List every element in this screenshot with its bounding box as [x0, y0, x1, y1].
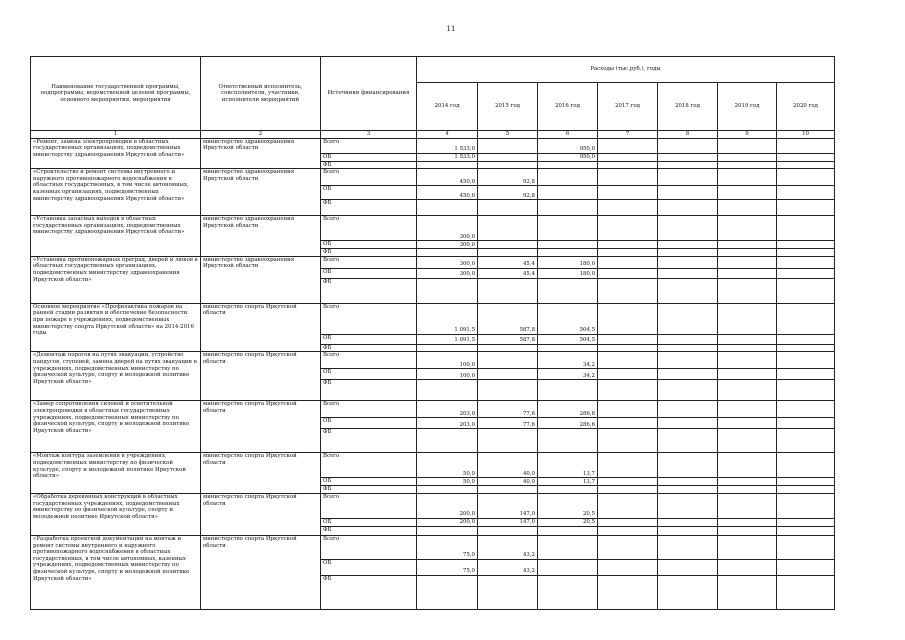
expense-value: 300,0 — [417, 216, 478, 241]
expense-value — [598, 200, 658, 216]
expense-value — [478, 138, 538, 153]
funding-source: Всего — [321, 352, 417, 369]
expense-value — [598, 478, 658, 486]
measure-name: «Разработка проектной документации на монтаж и ремонт системы внутреннего и наружного противопожарного водоснабжения в областных государственных, в том числе автономных, казенных учреждениях, подведомственных министерству по физической культуре, спорту и молодежной политике Иркутской области» — [31, 535, 201, 609]
expense-value: 40,0 — [478, 478, 538, 486]
expense-value: 587,8 — [478, 303, 538, 334]
expense-value: 13,7 — [538, 453, 598, 478]
expense-value — [777, 486, 835, 494]
expense-value: 1 533,0 — [417, 153, 478, 161]
table-row — [31, 352, 835, 369]
column-number: 2 — [201, 131, 321, 139]
expense-value: 100,0 — [417, 352, 478, 369]
expense-value: 20,5 — [538, 493, 598, 518]
expense-value: 450,0 — [417, 169, 478, 186]
expense-value — [718, 493, 777, 518]
expense-value — [478, 344, 538, 352]
expense-value: 180,0 — [538, 256, 598, 268]
expense-value — [777, 186, 835, 200]
expense-value — [777, 559, 835, 575]
expense-value — [777, 249, 835, 257]
expense-value: 13,7 — [538, 478, 598, 486]
expense-value — [658, 486, 718, 494]
expense-value — [718, 200, 777, 216]
funding-source: ОБ — [321, 369, 417, 380]
expense-value: 950,0 — [538, 138, 598, 153]
expense-value: 300,0 — [417, 268, 478, 278]
expense-value — [658, 153, 718, 161]
column-number: 7 — [598, 131, 658, 139]
expense-value: 34,2 — [538, 352, 598, 369]
expense-value — [777, 380, 835, 401]
funding-source: ОБ — [321, 334, 417, 344]
responsible-executor: министерство спорта Иркутской области — [201, 401, 321, 453]
expense-value — [478, 575, 538, 609]
expense-value — [658, 249, 718, 257]
expense-value — [478, 486, 538, 494]
expense-value — [417, 380, 478, 401]
funding-source: ФБ — [321, 200, 417, 216]
expense-value — [777, 526, 835, 535]
expense-value — [658, 169, 718, 186]
expense-value — [658, 401, 718, 418]
expense-value — [658, 344, 718, 352]
expense-value: 200,0 — [417, 493, 478, 518]
expense-value — [598, 161, 658, 169]
expense-value — [718, 575, 777, 609]
expense-value — [718, 429, 777, 453]
funding-source: ОБ — [321, 518, 417, 526]
column-number: 6 — [538, 131, 598, 139]
responsible-executor: министерство спорта Иркутской области — [201, 453, 321, 494]
funding-source: Всего — [321, 493, 417, 518]
table-row — [31, 535, 835, 559]
expense-value — [658, 256, 718, 268]
expense-value — [718, 453, 777, 478]
expense-value — [417, 486, 478, 494]
expense-value: 100,0 — [417, 369, 478, 380]
expense-value — [777, 161, 835, 169]
expense-value — [777, 216, 835, 241]
expense-value — [598, 453, 658, 478]
measure-name: «Монтаж контура заземления в учреждениях, подведомственных министерству по физической культуре, спорту и молодежной политике Иркутской области» — [31, 453, 201, 494]
expense-value: 92,8 — [478, 169, 538, 186]
expense-value — [718, 334, 777, 344]
expense-value — [658, 453, 718, 478]
measure-name: «Установка запасных выходов в областных государственных организациях, подведомственных министерству здравоохранения Иркутской области» — [31, 216, 201, 257]
column-number: 10 — [777, 131, 835, 139]
header-year: 2014 год — [417, 83, 478, 131]
funding-source: Всего — [321, 303, 417, 334]
expense-value: 300,0 — [417, 256, 478, 268]
responsible-executor: министерство здравоохранения Иркутской области — [201, 169, 321, 216]
expense-value — [538, 380, 598, 401]
expense-value — [598, 486, 658, 494]
expense-value — [777, 138, 835, 153]
header-year: 2016 год — [538, 83, 598, 131]
expense-value: 147,0 — [478, 518, 538, 526]
expense-value — [598, 186, 658, 200]
expense-value — [718, 303, 777, 334]
expense-value — [718, 518, 777, 526]
expense-value: 587,8 — [478, 334, 538, 344]
table-row — [31, 138, 835, 153]
expense-value — [598, 138, 658, 153]
funding-source: Всего — [321, 138, 417, 153]
expense-value — [718, 478, 777, 486]
expense-value — [777, 478, 835, 486]
funding-source: ОБ — [321, 268, 417, 278]
expense-value — [538, 526, 598, 535]
expense-value — [598, 169, 658, 186]
expense-value — [658, 268, 718, 278]
expense-value — [598, 526, 658, 535]
expense-value — [718, 344, 777, 352]
expense-value — [598, 241, 658, 249]
expense-value — [478, 153, 538, 161]
column-number: 4 — [417, 131, 478, 139]
expense-value — [598, 153, 658, 161]
expense-value — [598, 344, 658, 352]
header-expenses: Расходы (тыс.руб.), годы — [417, 57, 835, 83]
expense-value — [718, 559, 777, 575]
expense-value — [538, 161, 598, 169]
funding-source: ОБ — [321, 478, 417, 486]
expense-value: 1 091,5 — [417, 334, 478, 344]
expense-value — [417, 278, 478, 303]
header-name: Наименование государственной программы, подпрограммы, ведомственной целевой программы, основного мероприятия, мероприятия — [31, 57, 201, 131]
expense-value — [718, 138, 777, 153]
expense-value — [538, 535, 598, 559]
expense-value — [658, 241, 718, 249]
expense-value — [598, 369, 658, 380]
expense-value — [777, 241, 835, 249]
header-year: 2019 год — [718, 83, 777, 131]
expense-value — [777, 352, 835, 369]
funding-source: ФБ — [321, 278, 417, 303]
expense-value — [718, 169, 777, 186]
table-row — [31, 401, 835, 418]
column-number: 9 — [718, 131, 777, 139]
expense-value — [417, 575, 478, 609]
expense-value — [658, 303, 718, 334]
budget-table — [30, 56, 835, 610]
expense-value — [718, 380, 777, 401]
expense-value: 504,5 — [538, 334, 598, 344]
expense-value: 45,4 — [478, 256, 538, 268]
header-year: 2020 год — [777, 83, 835, 131]
expense-value — [598, 334, 658, 344]
responsible-executor: министерство спорта Иркутской области — [201, 303, 321, 352]
expense-value: 43,2 — [478, 559, 538, 575]
expense-value — [658, 161, 718, 169]
expense-value: 504,5 — [538, 303, 598, 334]
funding-source: ФБ — [321, 575, 417, 609]
expense-value — [598, 418, 658, 429]
expense-value — [478, 380, 538, 401]
funding-source: ОБ — [321, 241, 417, 249]
expense-value — [598, 249, 658, 257]
expense-value: 43,2 — [478, 535, 538, 559]
funding-source: ОБ — [321, 559, 417, 575]
expense-value: 450,0 — [417, 186, 478, 200]
expense-value — [718, 418, 777, 429]
expense-value — [658, 334, 718, 344]
expense-value — [598, 352, 658, 369]
expense-value — [718, 401, 777, 418]
responsible-executor: министерство здравоохранения Иркутской области — [201, 138, 321, 169]
expense-value — [598, 216, 658, 241]
responsible-executor: министерство спорта Иркутской области — [201, 493, 321, 535]
expense-value: 200,0 — [417, 518, 478, 526]
expense-value — [718, 526, 777, 535]
header-year: 2017 год — [598, 83, 658, 131]
header-responsible: Ответственный исполнитель, соисполнители, участники, исполнители мероприятий — [201, 57, 321, 131]
expense-value — [538, 429, 598, 453]
expense-value — [777, 200, 835, 216]
expense-value: 77,6 — [478, 401, 538, 418]
expense-value — [718, 268, 777, 278]
funding-source: Всего — [321, 453, 417, 478]
expense-value — [478, 369, 538, 380]
expense-value — [718, 241, 777, 249]
expense-value — [718, 486, 777, 494]
expense-value — [658, 535, 718, 559]
expense-value — [718, 186, 777, 200]
funding-source: ФБ — [321, 344, 417, 352]
funding-source: ФБ — [321, 486, 417, 494]
expense-value — [777, 153, 835, 161]
expense-value — [777, 535, 835, 559]
expense-value — [478, 200, 538, 216]
expense-value: 147,0 — [478, 493, 538, 518]
expense-value — [417, 161, 478, 169]
expense-value — [598, 429, 658, 453]
expense-value — [538, 216, 598, 241]
expense-value — [538, 486, 598, 494]
expense-value: 286,6 — [538, 418, 598, 429]
funding-source: Всего — [321, 216, 417, 241]
responsible-executor: министерство спорта Иркутской области — [201, 535, 321, 609]
expense-value — [658, 526, 718, 535]
header-year: 2018 год — [658, 83, 718, 131]
expense-value — [718, 256, 777, 268]
expense-value — [777, 303, 835, 334]
column-number: 8 — [658, 131, 718, 139]
expense-value — [598, 559, 658, 575]
page-number: 11 — [446, 25, 456, 33]
funding-source: Всего — [321, 169, 417, 186]
table-row — [31, 453, 835, 478]
funding-source: Всего — [321, 256, 417, 268]
responsible-executor: министерство здравоохранения Иркутской области — [201, 216, 321, 257]
measure-name: «Ремонт, замена электропроводки в областных государственных организациях, подведомственных министерству здравоохранения Иркутской области» — [31, 138, 201, 169]
expense-value: 180,0 — [538, 268, 598, 278]
expense-value — [598, 535, 658, 559]
column-number: 1 — [31, 131, 201, 139]
expense-value — [718, 216, 777, 241]
expense-value — [777, 256, 835, 268]
expense-value — [777, 344, 835, 352]
measure-name: «Замер сопротивления силовой и осветительной электропроводки в областных государственных учреждениях, подведомственных министерству по физической культуре, спорту и молодежной политике Иркутской области» — [31, 401, 201, 453]
expense-value — [658, 138, 718, 153]
expense-value — [478, 216, 538, 241]
funding-source: Всего — [321, 535, 417, 559]
expense-value: 75,0 — [417, 535, 478, 559]
header-sources: Источники финансирования — [321, 57, 417, 131]
expense-value — [658, 369, 718, 380]
expense-value — [658, 493, 718, 518]
expense-value — [777, 369, 835, 380]
expense-value — [718, 352, 777, 369]
expense-value — [718, 153, 777, 161]
expense-value — [658, 559, 718, 575]
expense-value: 50,0 — [417, 453, 478, 478]
expense-value — [478, 249, 538, 257]
expense-value — [478, 526, 538, 535]
measure-name: «Строительство и ремонт системы внутреннего и наружного противопожарного водоснабжения в областных государственных, в том числе автономных, казенных организациях, подведомственных министерству здравоохранения Иркутской области» — [31, 169, 201, 216]
table-row — [31, 256, 835, 268]
expense-value — [777, 575, 835, 609]
expense-value — [478, 352, 538, 369]
expense-value — [598, 401, 658, 418]
expense-value — [598, 518, 658, 526]
expense-value — [658, 352, 718, 369]
responsible-executor: министерство спорта Иркутской области — [201, 352, 321, 401]
funding-source: ФБ — [321, 526, 417, 535]
expense-value: 300,0 — [417, 241, 478, 249]
funding-source: ФБ — [321, 161, 417, 169]
expense-value — [417, 249, 478, 257]
expense-value — [718, 535, 777, 559]
expense-value — [658, 478, 718, 486]
table-row — [31, 303, 835, 334]
expense-value — [658, 216, 718, 241]
expense-value — [598, 303, 658, 334]
funding-source: Всего — [321, 401, 417, 418]
expense-value: 286,6 — [538, 401, 598, 418]
funding-source: ФБ — [321, 429, 417, 453]
expense-value: 950,0 — [538, 153, 598, 161]
expense-value — [777, 429, 835, 453]
expense-value — [538, 200, 598, 216]
expense-value — [658, 518, 718, 526]
expense-value — [478, 161, 538, 169]
expense-value — [417, 344, 478, 352]
responsible-executor: министерство здравоохранения Иркутской области — [201, 256, 321, 303]
expense-value: 92,8 — [478, 186, 538, 200]
table-row — [31, 169, 835, 186]
expense-value: 75,0 — [417, 559, 478, 575]
measure-name: «Обработка деревянных конструкций в областных государственных учреждениях, подведомственных министерству по физической культуре, спорту и молодежной политике Иркутской области» — [31, 493, 201, 535]
expense-value — [777, 334, 835, 344]
expense-value: 1 091,5 — [417, 303, 478, 334]
expense-value — [478, 241, 538, 249]
expense-value — [777, 268, 835, 278]
expense-value — [538, 169, 598, 186]
expense-value: 203,0 — [417, 401, 478, 418]
expense-value: 40,0 — [478, 453, 538, 478]
expense-value — [598, 493, 658, 518]
expense-value — [538, 278, 598, 303]
expense-value — [417, 200, 478, 216]
measure-name: «Демонтаж порогов на путях эвакуации, устройство пандусов, ступеней, замена дверей на путях эвакуации в учреждениях, подведомственных министерству по физической культуре, спорту и молодежной политике Иркутской области» — [31, 352, 201, 401]
expense-value: 34,2 — [538, 369, 598, 380]
expense-value — [598, 268, 658, 278]
expense-value — [478, 429, 538, 453]
column-number: 5 — [478, 131, 538, 139]
funding-source: ОБ — [321, 186, 417, 200]
expense-value — [538, 559, 598, 575]
expense-value — [538, 575, 598, 609]
expense-value — [538, 344, 598, 352]
table-row — [31, 493, 835, 518]
expense-value — [598, 575, 658, 609]
expense-value: 203,0 — [417, 418, 478, 429]
funding-source: ФБ — [321, 249, 417, 257]
expense-value — [598, 256, 658, 268]
expense-value: 77,6 — [478, 418, 538, 429]
expense-value — [718, 278, 777, 303]
expense-value — [658, 429, 718, 453]
measure-name: Основное мероприятие «Профилактика пожаров на ранней стадии развития и обеспечение безопасности при пожаре в учреждениях, подведомственных министерству спорта Иркутской области» на 2014-2016 годы — [31, 303, 201, 352]
table-row — [31, 216, 835, 241]
expense-value — [777, 493, 835, 518]
expense-value — [777, 401, 835, 418]
expense-value: 45,4 — [478, 268, 538, 278]
expense-value — [777, 453, 835, 478]
funding-source: ОБ — [321, 418, 417, 429]
expense-value — [598, 380, 658, 401]
expense-value — [658, 200, 718, 216]
header-year: 2015 год — [478, 83, 538, 131]
expense-value — [718, 161, 777, 169]
expense-value — [718, 369, 777, 380]
funding-source: ФБ — [321, 380, 417, 401]
expense-value — [538, 241, 598, 249]
expense-value: 50,0 — [417, 478, 478, 486]
funding-source: ОБ — [321, 153, 417, 161]
expense-value — [658, 186, 718, 200]
expense-value — [658, 575, 718, 609]
expense-value — [777, 418, 835, 429]
expense-value — [417, 526, 478, 535]
expense-value — [538, 249, 598, 257]
expense-value — [718, 249, 777, 257]
expense-value: 20,5 — [538, 518, 598, 526]
expense-value — [658, 418, 718, 429]
measure-name: «Установка противопожарных преград, дверей и люков в областных государственных организациях, подведомственных министерству здравоохранения Иркутской области» — [31, 256, 201, 303]
expense-value: 1 533,0 — [417, 138, 478, 153]
expense-value — [777, 518, 835, 526]
expense-value — [777, 169, 835, 186]
expense-value — [777, 278, 835, 303]
column-number: 3 — [321, 131, 417, 139]
expense-value — [417, 429, 478, 453]
expense-value — [658, 380, 718, 401]
expense-value — [478, 278, 538, 303]
expense-value — [658, 278, 718, 303]
expense-value — [538, 186, 598, 200]
expense-value — [598, 278, 658, 303]
